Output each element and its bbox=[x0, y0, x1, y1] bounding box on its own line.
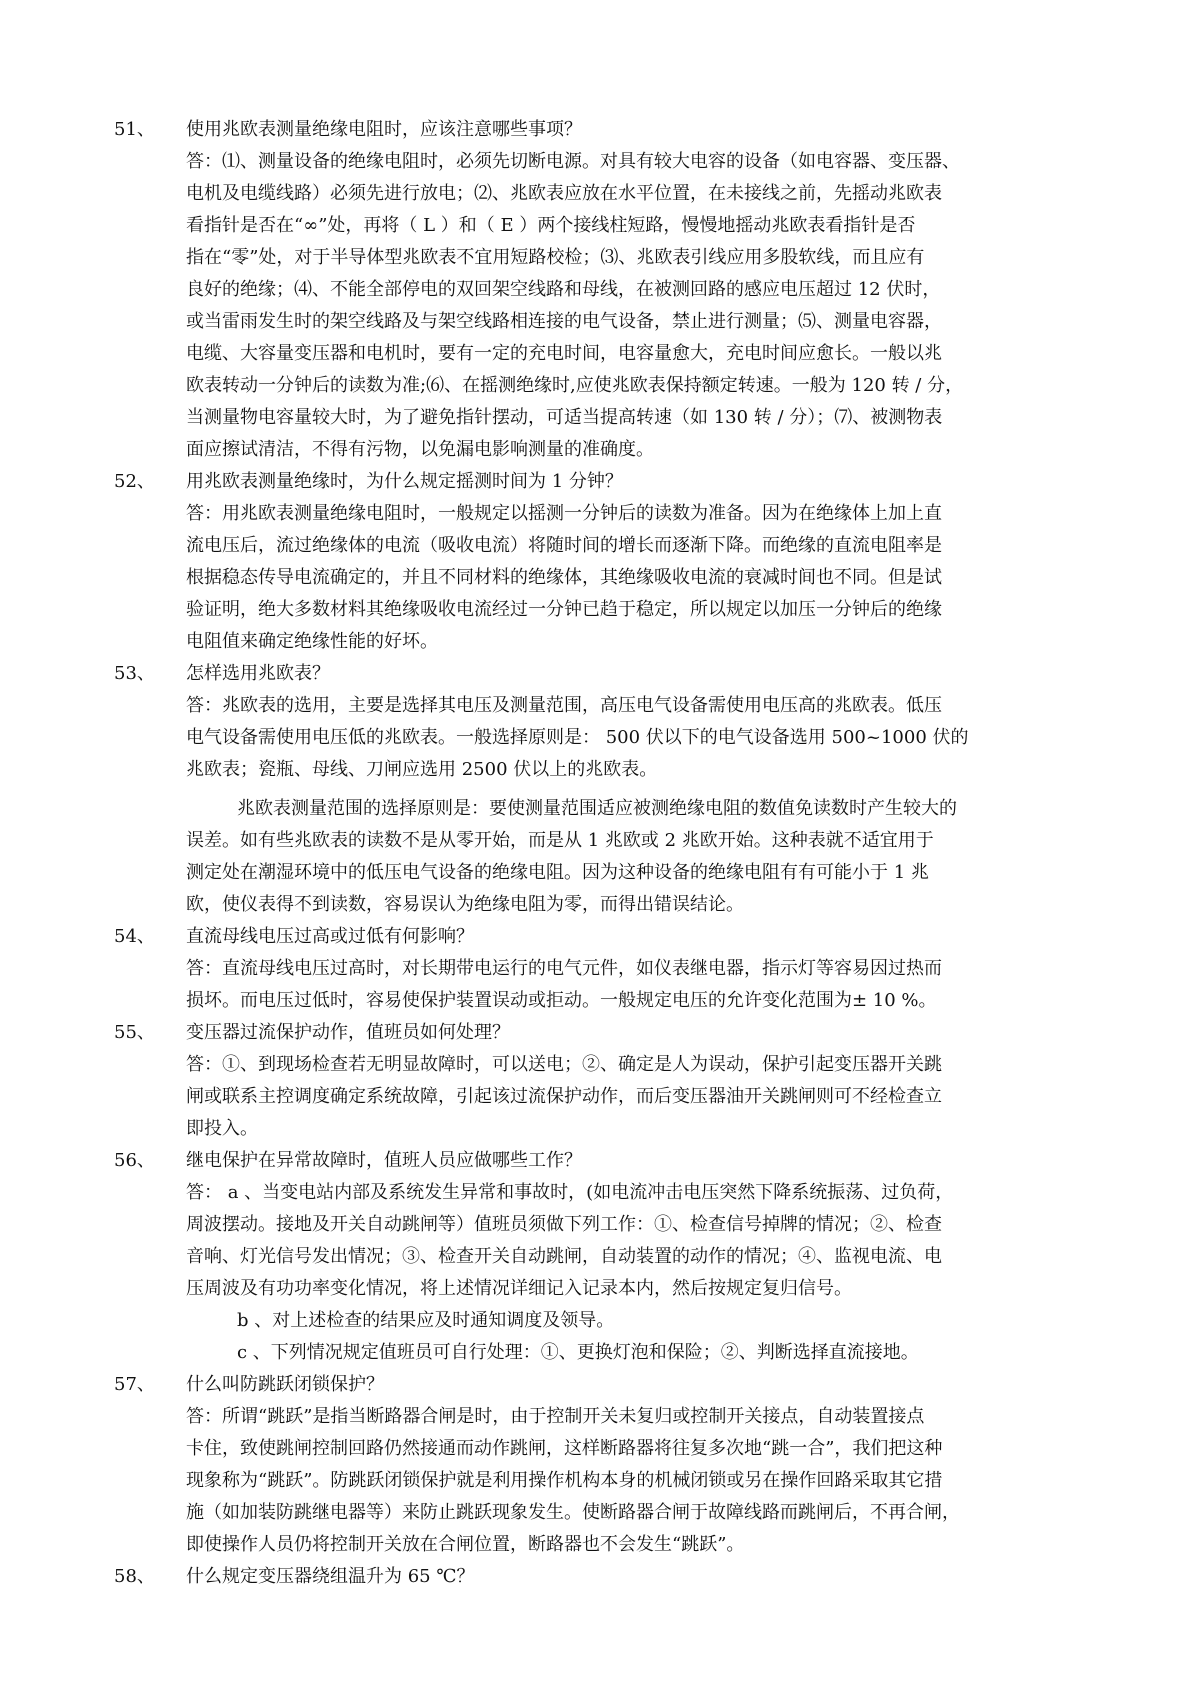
question-text: 怎样选用兆欧表？ bbox=[186, 663, 330, 684]
answer-line: 根据稳态传导电流确定的，并且不同材料的绝缘体，其绝缘吸收电流的衰减时间也不同。但是试 bbox=[186, 567, 942, 588]
question-number: 57、 bbox=[114, 1374, 155, 1395]
answer-line: 指在“零”处，对于半导体型兆欧表不宜用短路校检；⑶、兆欧表引线应用多股软线，而且应有 bbox=[186, 247, 925, 268]
question-text: 什么规定变压器绕组温升为 65 ℃？ bbox=[186, 1566, 475, 1587]
answer-line: 电缆、大容量变压器和电机时，要有一定的充电时间，电容量愈大，充电时间应愈长。一般以兆 bbox=[186, 343, 942, 364]
answer-line: 验证明，绝大多数材料其绝缘吸收电流经过一分钟已趋于稳定，所以规定以加压一分钟后的绝缘 bbox=[186, 599, 942, 620]
answer-sub-line: b 、对上述检查的结果应及时通知调度及领导。 bbox=[237, 1310, 615, 1331]
answer-sub-line: c 、下列情况规定值班员可自行处理：①、更换灯泡和保险；②、判断选择直流接地。 bbox=[237, 1342, 919, 1363]
answer-line: 电气设备需使用电压低的兆欧表。一般选择原则是： 500 伏以下的电气设备选用 500~1000 伏的 bbox=[186, 727, 969, 748]
answer-line: 施（如加装防跳继电器等）来防止跳跃现象发生。使断路器合闸于故障线路而跳闸后，不再合闸， bbox=[186, 1502, 960, 1523]
answer-line: 答：用兆欧表测量绝缘电阻时，一般规定以摇测一分钟后的读数为准备。因为在绝缘体上加上直 bbox=[186, 503, 942, 524]
question-text: 变压器过流保护动作，值班员如何处理？ bbox=[186, 1022, 510, 1043]
question-number: 51、 bbox=[114, 119, 155, 140]
answer-line: 良好的绝缘；⑷、不能全部停电的双回架空线路和母线，在被测回路的感应电压超过 12 伏时， bbox=[186, 279, 941, 300]
question-text: 继电保护在异常故障时，值班人员应做哪些工作？ bbox=[186, 1150, 582, 1171]
answer-line: 看指针是否在“∞”处，再将（ L ）和（ E ）两个接线柱短路，慢慢地摇动兆欧表看指针是否 bbox=[186, 215, 916, 236]
answer-line: 答： a 、当变电站内部及系统发生异常和事故时，(如电流冲击电压突然下降系统振荡、过负荷， bbox=[186, 1182, 954, 1203]
question-number: 56、 bbox=[114, 1150, 155, 1171]
answer-line: 损坏。而电压过低时，容易使保护装置误动或拒动。一般规定电压的允许变化范围为± 10 %。 bbox=[186, 990, 937, 1011]
answer-line: 流电压后，流过绝缘体的电流（吸收电流）将随时间的增长而逐渐下降。而绝缘的直流电阻率是 bbox=[186, 535, 942, 556]
answer-line: 卡住，致使跳闸控制回路仍然接通而动作跳闸，这样断路器将往复多次地“跳一合”，我们把这种 bbox=[186, 1438, 943, 1459]
answer-line: 欧，使仪表得不到读数，容易误认为绝缘电阻为零，而得出错误结论。 bbox=[186, 894, 744, 915]
answer-line: 闸或联系主控调度确定系统故障，引起该过流保护动作，而后变压器油开关跳闸则可不经检查立 bbox=[186, 1086, 942, 1107]
answer-line: 音响、灯光信号发出情况；③、检查开关自动跳闸，自动装置的动作的情况；④、监视电流、电 bbox=[186, 1246, 942, 1267]
question-number: 52、 bbox=[114, 471, 155, 492]
answer-line: 兆欧表测量范围的选择原则是：要使测量范围适应被测绝缘电阻的数值免读数时产生较大的 bbox=[237, 798, 957, 819]
answer-line: 电阻值来确定绝缘性能的好坏。 bbox=[186, 631, 438, 652]
answer-line: 兆欧表；瓷瓶、母线、刀闸应选用 2500 伏以上的兆欧表。 bbox=[186, 759, 658, 780]
answer-line: 现象称为“跳跃”。防跳跃闭锁保护就是利用操作机构本身的机械闭锁或另在操作回路采取其它措 bbox=[186, 1470, 943, 1491]
answer-line: 或当雷雨发生时的架空线路及与架空线路相连接的电气设备，禁止进行测量；⑸、测量电容器， bbox=[186, 311, 942, 332]
answer-line: 答：兆欧表的选用，主要是选择其电压及测量范围，高压电气设备需使用电压高的兆欧表。低压 bbox=[186, 695, 942, 716]
answer-line: 测定处在潮湿环境中的低压电气设备的绝缘电阻。因为这种设备的绝缘电阻有有可能小于 1 兆 bbox=[186, 862, 929, 883]
question-text: 什么叫防跳跃闭锁保护？ bbox=[186, 1374, 384, 1395]
answer-line: 面应擦试清洁，不得有污物，以免漏电影响测量的准确度。 bbox=[186, 439, 654, 460]
answer-line: 欧表转动一分钟后的读数为准;⑹、在摇测绝缘时,应使兆欧表保持额定转速。一般为 120 转 / 分， bbox=[186, 375, 964, 396]
answer-line: 即使操作人员仍将控制开关放在合闸位置，断路器也不会发生“跳跃”。 bbox=[186, 1534, 745, 1555]
answer-line: 误差。如有些兆欧表的读数不是从零开始，而是从 1 兆欧或 2 兆欧开始。这种表就不适宜用于 bbox=[186, 830, 934, 851]
answer-line: 当测量物电容量较大时，为了避免指针摆动，可适当提高转速（如 130 转 / 分）；⑺、被测物表 bbox=[186, 407, 943, 428]
answer-line: 周波摆动。接地及开关自动跳闸等）值班员须做下列工作：①、检查信号掉牌的情况；②、检查 bbox=[186, 1214, 942, 1235]
question-number: 54、 bbox=[114, 926, 155, 947]
answer-line: 答：所谓“跳跃”是指当断路器合闸是时，由于控制开关未复归或控制开关接点，自动装置接点 bbox=[186, 1406, 925, 1427]
question-number: 58、 bbox=[114, 1566, 155, 1587]
question-number: 53、 bbox=[114, 663, 155, 684]
question-text: 直流母线电压过高或过低有何影响？ bbox=[186, 926, 474, 947]
answer-line: 答：①、到现场检查若无明显故障时，可以送电；②、确定是人为误动，保护引起变压器开关跳 bbox=[186, 1054, 942, 1075]
answer-line: 即投入。 bbox=[186, 1118, 258, 1139]
answer-line: 答：直流母线电压过高时，对长期带电运行的电气元件，如仪表继电器，指示灯等容易因过热而 bbox=[186, 958, 942, 979]
question-text: 用兆欧表测量绝缘时，为什么规定摇测时间为 1 分钟？ bbox=[186, 471, 623, 492]
question-text: 使用兆欧表测量绝缘电阻时，应该注意哪些事项？ bbox=[186, 119, 582, 140]
question-number: 55、 bbox=[114, 1022, 155, 1043]
answer-line: 电机及电缆线路）必须先进行放电；⑵、兆欧表应放在水平位置，在未接线之前，先摇动兆欧表 bbox=[186, 183, 942, 204]
answer-line: 压周波及有功功率变化情况，将上述情况详细记入记录本内，然后按规定复归信号。 bbox=[186, 1278, 852, 1299]
answer-line: 答：⑴、测量设备的绝缘电阻时，必须先切断电源。对具有较大电容的设备（如电容器、变压器、 bbox=[186, 151, 960, 172]
